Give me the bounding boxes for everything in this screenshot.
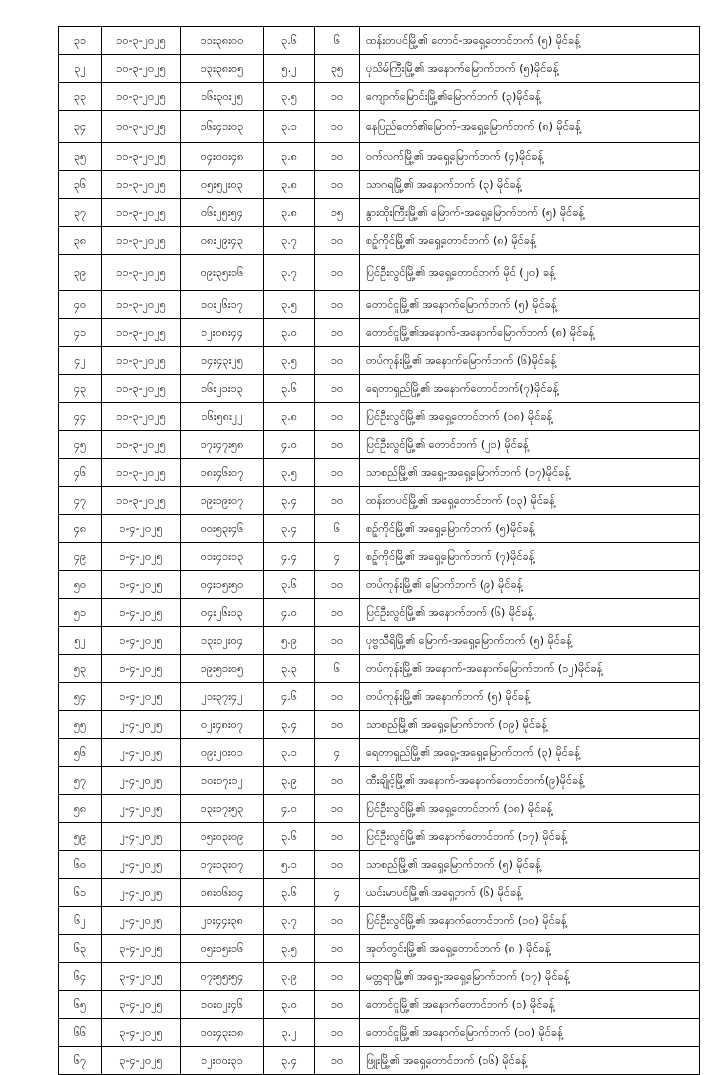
row-number: ၃၄ [59, 111, 102, 143]
magnitude-cell: ၄.၄ [264, 543, 315, 571]
date-cell: ၁-၄-၂၀၂၅ [102, 599, 181, 627]
date-cell: ၁၁-၃-၂၀၂၅ [102, 227, 181, 255]
row-number: ၃၆ [59, 171, 102, 199]
depth-cell: ၁၀ [315, 683, 360, 711]
depth-cell: ၆ [315, 655, 360, 683]
magnitude-cell: ၃.၅ [264, 459, 315, 487]
row-number: ၄၂ [59, 347, 102, 375]
time-cell: ၁၉း၅၁း၀၅ [181, 655, 264, 683]
depth-cell: ၁၀ [315, 599, 360, 627]
location-cell: ထန်းတပင်မြို့၏ တောင်-အရှေ့တောင်ဘက် (၅) မိုင်ခန့် [360, 27, 700, 55]
row-number: ၄၈ [59, 515, 102, 543]
depth-cell: ၃၅ [315, 55, 360, 83]
time-cell: ၁၃း၃၈း၀၅ [181, 55, 264, 83]
location-cell: ပုသိမ်ကြီးမြို့၏ အနောက်မြောက်ဘက် (၅)မိုင်ခန့် [360, 55, 700, 83]
table-row [59, 199, 700, 227]
location-cell: သာစည်မြို့၏ အရှေ့မြောက်ဘက် (၅) မိုင်ခန့် [360, 851, 700, 879]
table-row [59, 571, 700, 599]
magnitude-cell: ၃.၄ [264, 711, 315, 739]
magnitude-cell: ၃.၅ [264, 291, 315, 319]
location-cell: ထီးချိုင့်မြို့၏ အနောက်-အနောက်တောင်ဘက်(၉)မိုင်ခန့် [360, 767, 700, 795]
row-number: ၃၃ [59, 83, 102, 111]
table-row [59, 227, 700, 255]
table-row [59, 291, 700, 319]
magnitude-cell: ၃.၇ [264, 255, 315, 291]
date-cell: ၁၁-၃-၂၀၂၅ [102, 171, 181, 199]
location-cell: စဉ့်ကိုင်မြို့၏ အရှေ့တောင်ဘက် (၈) မိုင်ခန့် [360, 227, 700, 255]
time-cell: ၀၉း၂၀း၀၁ [181, 739, 264, 767]
location-cell: တောင်ငူမြို့၏ အနောက်မြောက်ဘက် (၅) မိုင်ခန့် [360, 291, 700, 319]
magnitude-cell: ၃.၆ [264, 27, 315, 55]
depth-cell: ၁၀ [315, 83, 360, 111]
date-cell: ၁၀-၃-၂၀၂၅ [102, 27, 181, 55]
location-cell: စဉ့်ကိုင်မြို့၏ အရှေ့မြောက်ဘက် (၅)မိုင်ခန့် [360, 515, 700, 543]
depth-cell: ၄ [315, 739, 360, 767]
row-number: ၅၈ [59, 795, 102, 823]
date-cell: ၁၁-၃-၂၀၂၅ [102, 375, 181, 403]
depth-cell: ၁၀ [315, 403, 360, 431]
date-cell: ၁၁-၃-၂၀၂၅ [102, 431, 181, 459]
table-row [59, 879, 700, 907]
table-row [59, 459, 700, 487]
table-row [59, 599, 700, 627]
time-cell: ၁၄း၄၃း၂၅ [181, 347, 264, 375]
time-cell: ၁၈း၀၆း၀၄ [181, 879, 264, 907]
location-cell: တောင်ငူမြို့၏အနောက်-အနောက်မြောက်ဘက် (၈) မိုင်ခန့် [360, 319, 700, 347]
row-number: ၆၆ [59, 1019, 102, 1047]
row-number: ၄၀ [59, 291, 102, 319]
location-cell: အုတ်တွင်းမြို့၏ အရှေ့တောင်ဘက် (၈ ) မိုင်ခန့် [360, 935, 700, 963]
location-cell: ပြင်ဦးလွင်မြို့၏ အနောက်ဘက် (၆) မိုင်ခန့် [360, 599, 700, 627]
magnitude-cell: ၃.၈ [264, 171, 315, 199]
magnitude-cell: ၃.၆ [264, 823, 315, 851]
date-cell: ၁၁-၃-၂၀၂၅ [102, 255, 181, 291]
time-cell: ၁၀း၄၃း၁၈ [181, 1019, 264, 1047]
table-row [59, 739, 700, 767]
row-number: ၃၁ [59, 27, 102, 55]
time-cell: ၀၀း၅၃း၄၆ [181, 515, 264, 543]
date-cell: ၂-၄-၂၀၂၅ [102, 851, 181, 879]
row-number: ၄၁ [59, 319, 102, 347]
table-row [59, 711, 700, 739]
magnitude-cell: ၃.၄ [264, 1047, 315, 1075]
row-number: ၄၆ [59, 459, 102, 487]
depth-cell: ၁၀ [315, 171, 360, 199]
magnitude-cell: ၃.၆ [264, 375, 315, 403]
time-cell: ၁၀း၂၆း၁၇ [181, 291, 264, 319]
row-number: ၅၆ [59, 739, 102, 767]
row-number: ၃၈ [59, 227, 102, 255]
magnitude-cell: ၃.၁ [264, 739, 315, 767]
row-number: ၆၃ [59, 935, 102, 963]
row-number: ၆၁ [59, 879, 102, 907]
depth-cell: ၆ [315, 515, 360, 543]
table-row [59, 55, 700, 83]
location-cell: ဖြူးမြို့၏ အရှေ့တောင်ဘက် (၁၆) မိုင်ခန့် [360, 1047, 700, 1075]
table-row [59, 655, 700, 683]
date-cell: ၁-၄-၂၀၂၅ [102, 543, 181, 571]
depth-cell: ၁၀ [315, 111, 360, 143]
location-cell: ယင်းမာပင်မြို့၏ အရှေ့ဘက် (၆) မိုင်ခန့် [360, 879, 700, 907]
row-number: ၆၂ [59, 907, 102, 935]
depth-cell: ၄ [315, 543, 360, 571]
date-cell: ၁၁-၃-၂၀၂၅ [102, 347, 181, 375]
magnitude-cell: ၅.၁ [264, 851, 315, 879]
date-cell: ၁-၄-၂၀၂၅ [102, 655, 181, 683]
date-cell: ၃-၄-၂၀၂၅ [102, 1019, 181, 1047]
row-number: ၅၅ [59, 711, 102, 739]
table-row [59, 431, 700, 459]
table-row [59, 991, 700, 1019]
table-row [59, 795, 700, 823]
row-number: ၅၇ [59, 767, 102, 795]
time-cell: ၀၉း၃၅း၁၆ [181, 255, 264, 291]
depth-cell: ၁၀ [315, 375, 360, 403]
date-cell: ၁၁-၃-၂၀၂၅ [102, 487, 181, 515]
magnitude-cell: ၃.၂ [264, 1019, 315, 1047]
table-row [59, 627, 700, 655]
location-cell: မတ္တရာမြို့၏ အရှေ့-အရှေ့မြောက်ဘက် (၁၇) မိုင်ခန့် [360, 963, 700, 991]
date-cell: ၃-၄-၂၀၂၅ [102, 1047, 181, 1075]
magnitude-cell: ၄.၀ [264, 431, 315, 459]
magnitude-cell: ၄.၆ [264, 683, 315, 711]
date-cell: ၂-၄-၂၀၂၅ [102, 879, 181, 907]
depth-cell: ၆ [315, 27, 360, 55]
time-cell: ၁၀း၁၇း၁၂ [181, 767, 264, 795]
row-number: ၃၅ [59, 143, 102, 171]
table-row [59, 111, 700, 143]
table-row [59, 767, 700, 795]
location-cell: တပ်ကုန်းမြို့၏ မြောက်ဘက် (၉) မိုင်ခန့် [360, 571, 700, 599]
date-cell: ၁၀-၃-၂၀၂၅ [102, 83, 181, 111]
date-cell: ၁၁-၃-၂၀၂၅ [102, 319, 181, 347]
location-cell: သာဂရမြို့၏ အနောက်ဘက် (၃) မိုင်ခန့် [360, 171, 700, 199]
magnitude-cell: ၃.၀ [264, 319, 315, 347]
date-cell: ၂-၄-၂၀၂၅ [102, 739, 181, 767]
location-cell: တပ်ကုန်းမြို့၏ အနောက်မြောက်ဘက် (၆)မိုင်ခန့် [360, 347, 700, 375]
date-cell: ၃-၄-၂၀၂၅ [102, 935, 181, 963]
location-cell: ပြင်ဦးလွင်မြို့၏ အရှေ့တောင်ဘက် မိုင် (၂၀) ခန့် [360, 255, 700, 291]
time-cell: ၁၅း၀၃း၀၉ [181, 823, 264, 851]
magnitude-cell: ၅.၂ [264, 55, 315, 83]
time-cell: ၁၃း၁၂း၀၄ [181, 627, 264, 655]
magnitude-cell: ၃.၈ [264, 143, 315, 171]
date-cell: ၁၀-၃-၂၀၂၅ [102, 111, 181, 143]
depth-cell: ၁၀ [315, 291, 360, 319]
table-row [59, 1047, 700, 1075]
table-row [59, 83, 700, 111]
table-row [59, 403, 700, 431]
magnitude-cell: ၃.၆ [264, 571, 315, 599]
depth-cell: ၁၀ [315, 487, 360, 515]
magnitude-cell: ၃.၇ [264, 907, 315, 935]
depth-cell: ၁၀ [315, 711, 360, 739]
location-cell: ပြင်ဦးလွင်မြို့၏ အနောက်တောင်ဘက် (၁၀) မိုင်ခန့် [360, 907, 700, 935]
table-body [59, 27, 700, 1075]
row-number: ၃၉ [59, 255, 102, 291]
time-cell: ၁၉း၁၉း၀၇ [181, 487, 264, 515]
location-cell: ပြင်ဦးလွင်မြို့၏ တောင်ဘက် (၂၁) မိုင်ခန့် [360, 431, 700, 459]
depth-cell: ၁၀ [315, 851, 360, 879]
time-cell: ၁၆း၅၈း၂၂ [181, 403, 264, 431]
depth-cell: ၁၀ [315, 823, 360, 851]
date-cell: ၁-၄-၂၀၂၅ [102, 627, 181, 655]
row-number: ၅၂ [59, 627, 102, 655]
location-cell: ပြင်ဦးလွင်မြို့၏ အနောက်တောင်ဘက် (၁၇) မိုင်ခန့် [360, 823, 700, 851]
location-cell: ရေတာရှည်မြို့၏ အနောက်တောင်ဘက်(၇)မိုင်ခန့် [360, 375, 700, 403]
time-cell: ၁၆း၄၁း၀၃ [181, 111, 264, 143]
table-row [59, 171, 700, 199]
time-cell: ၂၁း၃၇း၄၂ [181, 683, 264, 711]
depth-cell: ၁၀ [315, 143, 360, 171]
row-number: ၆၅ [59, 991, 102, 1019]
location-cell: ပြင်ဦးလွင်မြို့၏ အရှေ့တောင်ဘက် (၁၈) မိုင်ခန့် [360, 403, 700, 431]
magnitude-cell: ၃.၇ [264, 227, 315, 255]
date-cell: ၁၁-၃-၂၀၂၅ [102, 459, 181, 487]
depth-cell: ၁၀ [315, 227, 360, 255]
table-row [59, 319, 700, 347]
row-number: ၃၂ [59, 55, 102, 83]
table-row [59, 935, 700, 963]
magnitude-cell: ၃.၀ [264, 991, 315, 1019]
row-number: ၄၅ [59, 431, 102, 459]
location-cell: တပ်ကုန်းမြို့၏ အနောက်ဘက် (၅) မိုင်ခန့် [360, 683, 700, 711]
depth-cell: ၁၀ [315, 1019, 360, 1047]
magnitude-cell: ၃.၄ [264, 487, 315, 515]
time-cell: ၀၈း၂၉း၄၃ [181, 227, 264, 255]
magnitude-cell: ၃.၉ [264, 963, 315, 991]
depth-cell: ၁၀ [315, 991, 360, 1019]
magnitude-cell: ၃.၈ [264, 403, 315, 431]
table-row [59, 683, 700, 711]
location-cell: ကျောက်မြောင်းမြို့၏မြောက်ဘက် (၃)မိုင်ခန့် [360, 83, 700, 111]
time-cell: ၁၆း၃၀း၂၅ [181, 83, 264, 111]
magnitude-cell: ၃.၁ [264, 111, 315, 143]
row-number: ၆၄ [59, 963, 102, 991]
depth-cell: ၁၀ [315, 935, 360, 963]
time-cell: ၁၆း၂၁း၁၃ [181, 375, 264, 403]
depth-cell: ၁၀ [315, 907, 360, 935]
date-cell: ၃-၄-၂၀၂၅ [102, 963, 181, 991]
date-cell: ၁၀-၃-၂၀၂၅ [102, 55, 181, 83]
magnitude-cell: ၃.၈ [264, 199, 315, 227]
date-cell: ၂-၄-၂၀၂၅ [102, 907, 181, 935]
table-row [59, 515, 700, 543]
table-row [59, 27, 700, 55]
row-number: ၅၄ [59, 683, 102, 711]
time-cell: ၀၁း၄၁း၁၃ [181, 543, 264, 571]
time-cell: ၁၁း၃၈း၀၀ [181, 27, 264, 55]
location-cell: သာစည်မြို့၏ အရှေ့-အရှေ့မြောက်ဘက် (၁၇)မိုင်ခန့် [360, 459, 700, 487]
location-cell: ထန်းတပင်မြို့၏ အရှေ့တောင်ဘက် (၁၃) မိုင်ခန့် [360, 487, 700, 515]
location-cell: ရေတာရှည်မြို့၏ အရှေ့-အရှေ့မြောက်ဘက် (၃) မိုင်ခန့် [360, 739, 700, 767]
table-row [59, 255, 700, 291]
date-cell: ၁-၄-၂၀၂၅ [102, 683, 181, 711]
depth-cell: ၁၀ [315, 1047, 360, 1075]
depth-cell: ၄ [315, 879, 360, 907]
time-cell: ၀၄း၁၅း၅၀ [181, 571, 264, 599]
table-row [59, 143, 700, 171]
date-cell: ၂-၄-၂၀၂၅ [102, 711, 181, 739]
table-row [59, 1019, 700, 1047]
table-row [59, 347, 700, 375]
time-cell: ၁၃း၁၇း၅၃ [181, 795, 264, 823]
date-cell: ၁၁-၃-၂၀၂၅ [102, 143, 181, 171]
date-cell: ၂-၄-၂၀၂၅ [102, 823, 181, 851]
depth-cell: ၁၀ [315, 347, 360, 375]
row-number: ၆၇ [59, 1047, 102, 1075]
time-cell: ၀၅း၁၅း၁၆ [181, 935, 264, 963]
depth-cell: ၁၀ [315, 767, 360, 795]
location-cell: နွားထိုးကြီးမြို့၏ မြောက်-အရှေ့မြောက်ဘက် (၅) မိုင်ခန့် [360, 199, 700, 227]
time-cell: ၁၂း၀၈း၄၄ [181, 319, 264, 347]
location-cell: သာစည်မြို့၏ အရှေ့မြောက်ဘက် (၁၉) မိုင်ခန့် [360, 711, 700, 739]
time-cell: ၁၇း၁၃း၀၇ [181, 851, 264, 879]
row-number: ၄၃ [59, 375, 102, 403]
location-cell: တောင်ငူမြို့၏ အနောက်တောင်ဘက် (၁) မိုင်ခန့် [360, 991, 700, 1019]
row-number: ၅၉ [59, 823, 102, 851]
depth-cell: ၁၀ [315, 255, 360, 291]
row-number: ၅၀ [59, 571, 102, 599]
location-cell: စဉ့်ကိုင်မြို့၏ အရှေ့မြောက်ဘက် (၇)မိုင်ခန့် [360, 543, 700, 571]
depth-cell: ၁၅ [315, 199, 360, 227]
date-cell: ၁-၄-၂၀၂၅ [102, 515, 181, 543]
depth-cell: ၁၀ [315, 795, 360, 823]
location-cell: ပုဗ္ဗသီရိမြို့၏ မြောက်-အရှေ့မြောက်ဘက် (၅) မိုင်ခန့် [360, 627, 700, 655]
table-row [59, 375, 700, 403]
magnitude-cell: ၃.၄ [264, 515, 315, 543]
time-cell: ၀၇း၅၅း၅၄ [181, 963, 264, 991]
magnitude-cell: ၃.၅ [264, 935, 315, 963]
time-cell: ၁၈း၄၆း၀၇ [181, 459, 264, 487]
time-cell: ၁၀း၀၂း၄၆ [181, 991, 264, 1019]
time-cell: ၀၅း၅၂း၀၃ [181, 171, 264, 199]
magnitude-cell: ၃.၆ [264, 879, 315, 907]
date-cell: ၁၁-၃-၂၀၂၅ [102, 199, 181, 227]
magnitude-cell: ၄.၀ [264, 599, 315, 627]
time-cell: ၀၄း၂၆း၁၃ [181, 599, 264, 627]
magnitude-cell: ၃.၅ [264, 83, 315, 111]
time-cell: ၀၄း၀၀း၄၈ [181, 143, 264, 171]
date-cell: ၃-၄-၂၀၂၅ [102, 991, 181, 1019]
magnitude-cell: ၃.၉ [264, 767, 315, 795]
depth-cell: ၁၀ [315, 319, 360, 347]
location-cell: နေပြည်တော်၏မြောက်-အရှေ့မြောက်ဘက် (၈) မိုင်ခန့် [360, 111, 700, 143]
row-number: ၅၁ [59, 599, 102, 627]
table-row [59, 487, 700, 515]
row-number: ၄၄ [59, 403, 102, 431]
date-cell: ၁၁-၃-၂၀၂၅ [102, 291, 181, 319]
magnitude-cell: ၄.၀ [264, 795, 315, 823]
time-cell: ၀၂း၄၈း၀၇ [181, 711, 264, 739]
location-cell: ပြင်ဦးလွင်မြို့၏ အရှေ့တောင်ဘက် (၁၈) မိုင်ခန့် [360, 795, 700, 823]
date-cell: ၁၁-၃-၂၀၂၅ [102, 403, 181, 431]
row-number: ၄၇ [59, 487, 102, 515]
date-cell: ၂-၄-၂၀၂၅ [102, 795, 181, 823]
table-row [59, 823, 700, 851]
location-cell: တပ်ကုန်းမြို့၏ အနောက်-အနောက်မြောက်ဘက် (၁၂)မိုင်ခန့် [360, 655, 700, 683]
table-row [59, 907, 700, 935]
row-number: ၃၇ [59, 199, 102, 227]
time-cell: ၂၁း၄၄း၃၈ [181, 907, 264, 935]
row-number: ၄၉ [59, 543, 102, 571]
row-number: ၆၀ [59, 851, 102, 879]
depth-cell: ၁၀ [315, 459, 360, 487]
table-row [59, 851, 700, 879]
time-cell: ၁၇း၄၇း၅၈ [181, 431, 264, 459]
magnitude-cell: ၃.၃ [264, 655, 315, 683]
time-cell: ၀၆း၂၅း၅၄ [181, 199, 264, 227]
depth-cell: ၁၀ [315, 627, 360, 655]
location-cell: ဝက်လက်မြို့၏ အရှေ့မြောက်ဘက် (၄)မိုင်ခန့် [360, 143, 700, 171]
depth-cell: ၁၀ [315, 571, 360, 599]
row-number: ၅၃ [59, 655, 102, 683]
earthquake-table [58, 26, 700, 1075]
date-cell: ၂-၄-၂၀၂၅ [102, 767, 181, 795]
time-cell: ၁၂း၀၀း၃၁ [181, 1047, 264, 1075]
magnitude-cell: ၅.၉ [264, 627, 315, 655]
magnitude-cell: ၃.၅ [264, 347, 315, 375]
location-cell: တောင်ငူမြို့၏ အနောက်မြောက်ဘက် (၁၀) မိုင်ခန့် [360, 1019, 700, 1047]
date-cell: ၁-၄-၂၀၂၅ [102, 571, 181, 599]
table-row [59, 543, 700, 571]
depth-cell: ၁၀ [315, 431, 360, 459]
depth-cell: ၁၀ [315, 963, 360, 991]
table-row [59, 963, 700, 991]
